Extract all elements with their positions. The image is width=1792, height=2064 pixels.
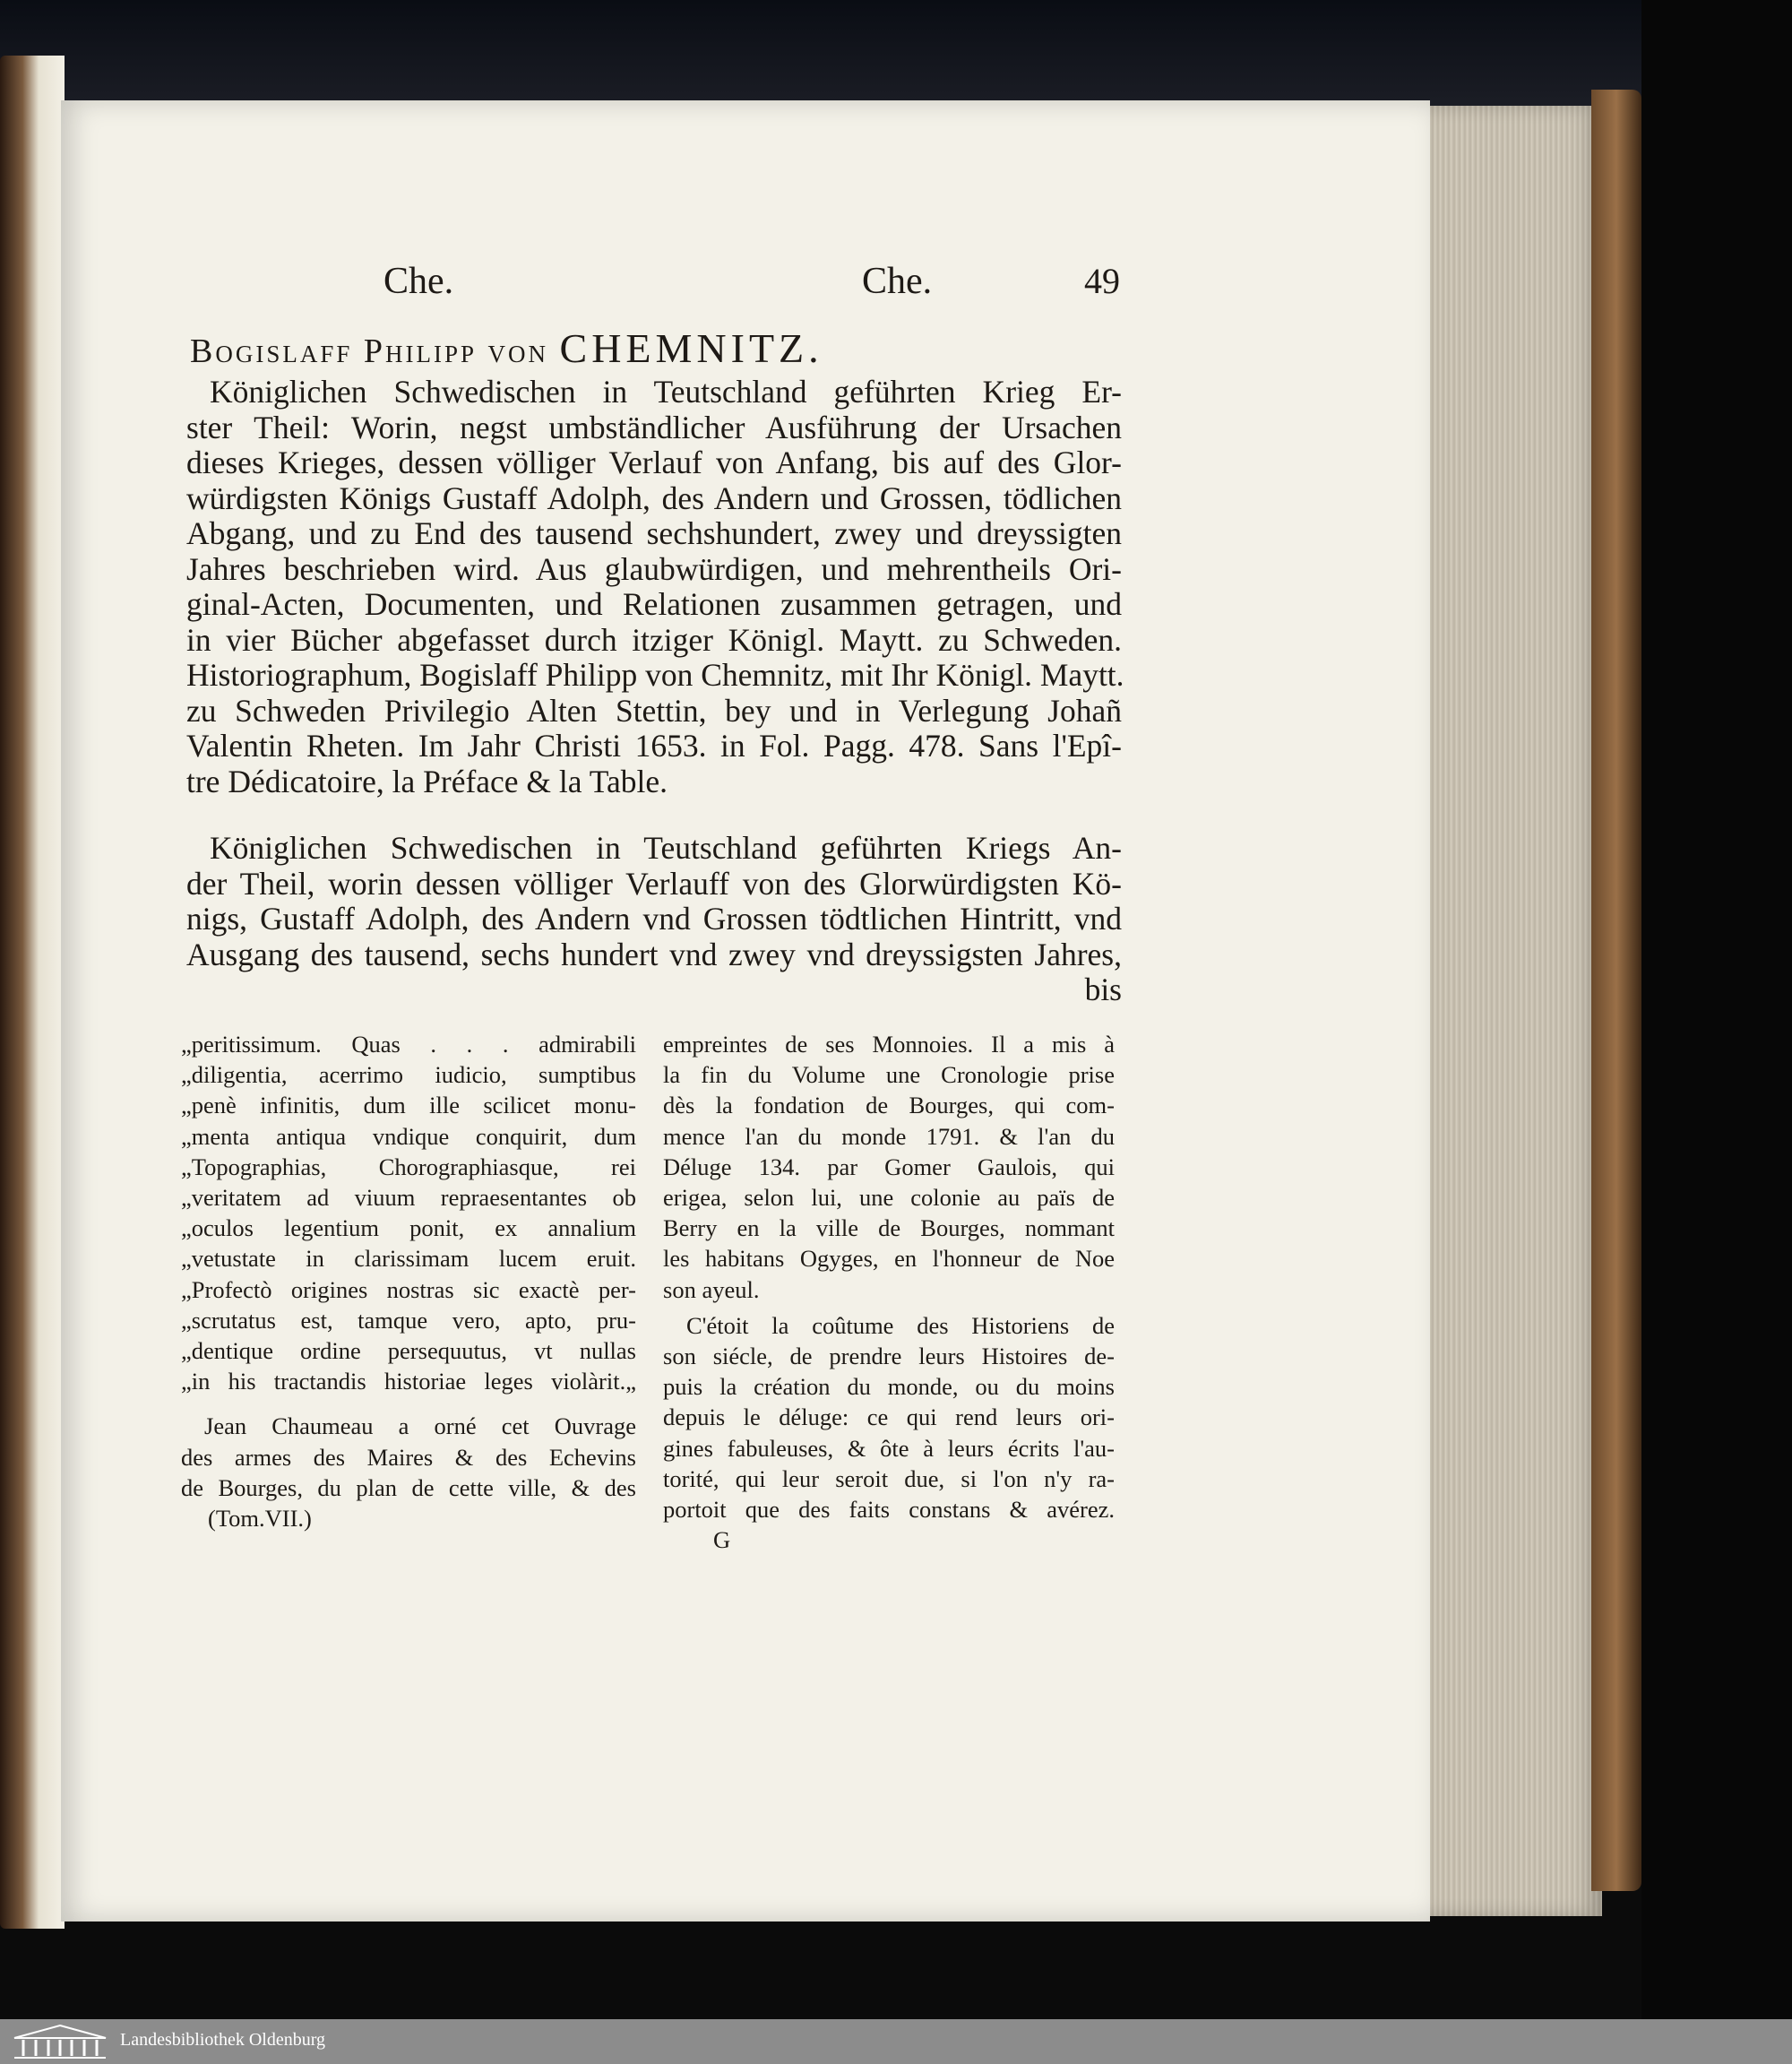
- running-head-left: Che.: [383, 261, 454, 302]
- text-line: dieses Krieges, dessen völliger Verlauf von Anfang, bis auf des Glor-: [186, 445, 1122, 480]
- entry-paragraph-1: [186, 375, 1122, 799]
- text-line: tre Dédicatoire, la Préface & la Table.: [186, 763, 668, 799]
- text-line: zu Schweden Privilegio Alten Stettin, bey und in Verlegung Johañ: [186, 692, 1122, 729]
- text-line: Jean Chaumeau a orné cet Ouvrage: [204, 1412, 636, 1440]
- text-line: des armes des Maires & des Echevins: [181, 1443, 636, 1471]
- catchword: bis: [1084, 972, 1122, 1007]
- text-line: der Theil, worin dessen völliger Verlauff von des Glorwürdigsten Kö-: [186, 865, 1122, 902]
- quote-line: „vetustate in clarissimam lucem eruit.: [181, 1245, 636, 1273]
- text-line: Jahres beschrieben wird. Aus glaubwürdigen, und mehrentheils Ori-: [186, 550, 1122, 587]
- text-line: Valentin Rheten. Im Jahr Christi 1653. in Fol. Pagg. 478. Sans l'Epî-: [186, 728, 1122, 764]
- signature-mark: (Tom.VII.): [208, 1505, 312, 1533]
- library-footer-bar: [0, 2019, 1792, 2064]
- page-number: 49: [1084, 261, 1120, 301]
- quote-line: „diligentia, acerrimo iudicio, sumptibus: [181, 1061, 636, 1089]
- signature-letter: G: [713, 1526, 731, 1554]
- text-line: puis la création du monde, ou du moins: [663, 1373, 1115, 1401]
- entry-paragraph-2: [186, 831, 1122, 1008]
- paragraph-gap: [181, 1396, 636, 1411]
- background-top: [0, 0, 1792, 108]
- page-fore-edge: [1430, 106, 1602, 1916]
- quote-line: „Profectò origines nostras sic exactè per-: [181, 1275, 636, 1303]
- background-right: [1641, 0, 1792, 2019]
- quote-line: „veritatem ad viuum repraesentantes ob: [181, 1184, 636, 1212]
- text-line: gines fabuleuses, & ôte à leurs écrits l'au-: [663, 1434, 1115, 1462]
- quote-line: „dentique ordine persequutus, vt nullas: [181, 1337, 636, 1365]
- text-line: Déluge 134. par Gomer Gaulois, qui: [663, 1153, 1115, 1180]
- quote-line: „penè infinitis, dum ille scilicet monu-: [181, 1092, 636, 1119]
- text-line: torité, qui leur seroit due, si l'on n'y ra-: [663, 1464, 1115, 1492]
- entry-title: [190, 324, 1131, 372]
- right-column: [663, 1029, 1115, 1555]
- text-line: Historiographum, Bogislaff Philipp von Chemnitz, mit Ihr Königl. Maytt.: [186, 657, 1124, 693]
- text-line: Königlichen Schwedischen in Teutschland geführten Krieg Er-: [210, 374, 1122, 410]
- text-line: depuis le déluge: ce qui rend leurs ori-: [663, 1403, 1115, 1431]
- text-line: Ausgang des tausend, sechs hundert vnd zwey vnd dreyssigsten Jahres,: [186, 936, 1122, 972]
- text-line: la fin du Volume une Cronologie prise: [663, 1061, 1115, 1089]
- quote-line: „oculos legentium ponit, ex annalium: [181, 1214, 636, 1242]
- quote-line: „peritissimum. Quas . . . admirabili: [181, 1031, 636, 1058]
- text-line: portoit que des faits constans & avérez.: [663, 1496, 1115, 1524]
- quote-line: „in his tractandis historiae leges violàrit.„: [181, 1368, 636, 1395]
- text-line: Berry en la ville de Bourges, nommant: [663, 1214, 1115, 1242]
- text-line: Abgang, und zu End des tausend sechshundert, zwey und dreyssigten: [186, 515, 1122, 551]
- text-line: Königlichen Schwedischen in Teutschland geführten Kriegs An-: [210, 830, 1122, 866]
- text-line: empreintes de ses Monnoies. Il a mis à: [663, 1031, 1115, 1058]
- text-line: de Bourges, du plan de cette ville, & des: [181, 1473, 636, 1501]
- running-head-right: Che.: [862, 261, 933, 302]
- left-column: [181, 1029, 636, 1533]
- entry-title-given-names: Bogislaff Philipp von: [190, 332, 549, 370]
- quote-line: „menta antiqua vndique conquirit, dum: [181, 1122, 636, 1150]
- text-line: ster Theil: Worin, negst umbständlicher Ausführung der Ursachen: [186, 409, 1122, 445]
- text-line: mence l'an du monde 1791. & l'an du: [663, 1122, 1115, 1150]
- text-line: würdigsten Königs Gustaff Adolph, des Andern und Grossen, tödlichen: [186, 479, 1122, 516]
- quote-line: „scrutatus est, tamque vero, apto, pru-: [181, 1306, 636, 1334]
- library-name: Landesbibliothek Oldenburg: [120, 2030, 326, 2050]
- book-cover-edge: [1591, 90, 1641, 1891]
- quote-line: „Topographias, Chorographiasque, rei: [181, 1153, 636, 1180]
- left-page-edge: [0, 56, 65, 1929]
- text-line: les habitans Ogyges, en l'honneur de Noe: [663, 1245, 1115, 1273]
- text-line: in vier Bücher abgefasset durch itziger Königl. Maytt. zu Schweden.: [186, 621, 1122, 658]
- library-building-logo-icon: [13, 2024, 108, 2060]
- text-line: erigea, selon lui, une colonie au païs de: [663, 1184, 1115, 1212]
- text-line: son siécle, de prendre leurs Histoires de-: [663, 1343, 1115, 1370]
- text-line: ginal-Acten, Documenten, und Relationen zusammen getragen, und: [186, 586, 1122, 622]
- text-line: nigs, Gustaff Adolph, des Andern vnd Grossen tödtlichen Hintritt, vnd: [186, 901, 1122, 937]
- text-line: son ayeul.: [663, 1275, 760, 1303]
- entry-title-surname: CHEMNITZ.: [559, 325, 823, 371]
- text-line: dès la fondation de Bourges, qui com-: [663, 1092, 1115, 1119]
- text-line: C'étoit la coûtume des Historiens de: [686, 1311, 1115, 1339]
